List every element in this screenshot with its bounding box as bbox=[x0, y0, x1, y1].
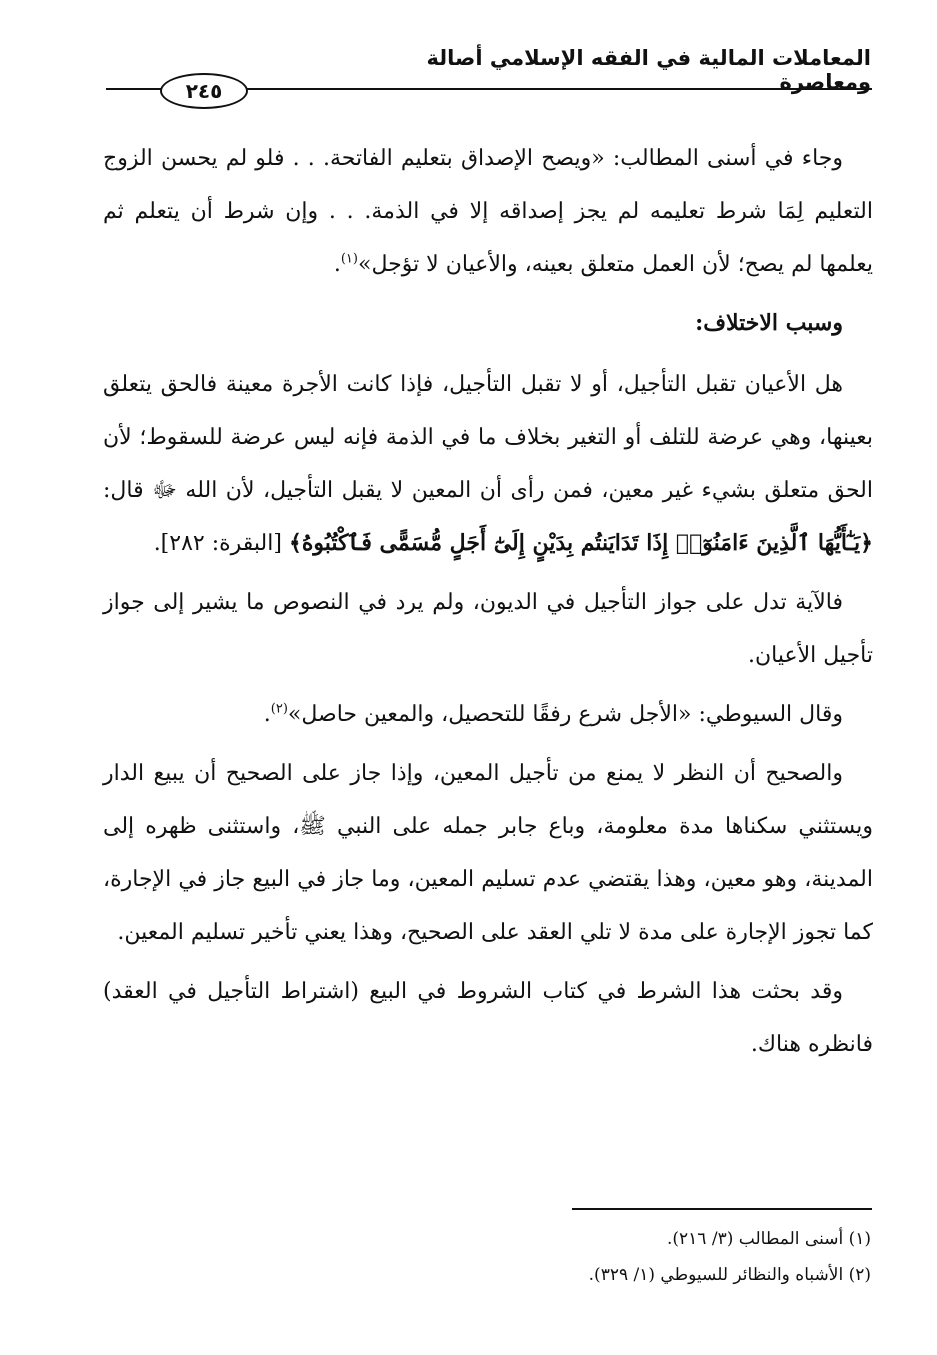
footnote-separator bbox=[572, 1208, 872, 1210]
footnote-ref-1: (١) bbox=[340, 251, 358, 267]
footnote-1: (١) أسنى المطالب (٣/ ٢١٦). bbox=[667, 1229, 871, 1249]
footnote-2: (٢) الأشباه والنظائر للسيوطي (١/ ٣٢٩). bbox=[588, 1265, 871, 1285]
paragraph-asna-quote bbox=[103, 132, 873, 291]
paragraph-cross-reference: وقد بحثت هذا الشرط في كتاب الشروط في البيع (اشتراط التأجيل في العقد) فانظره هناك. bbox=[103, 979, 873, 1057]
paragraph-reason bbox=[103, 358, 873, 570]
footnotes bbox=[171, 1221, 871, 1293]
quran-verse: ﴿يَـٰٓأَيُّهَا ٱلَّذِينَ ءَامَنُوٓا۟ إِذَا تَدَايَنتُم بِدَيْنٍ إِلَىٰٓ أَجَلٍ مُّسَمًّى فَٱكْتُبُوهُ﴾ bbox=[288, 530, 873, 556]
section-heading: وسبب الاختلاف: bbox=[695, 310, 843, 336]
footnote-ref-2: (٢) bbox=[270, 701, 288, 717]
paragraph-text: وقال السيوطي: «الأجل شرع رفقًا للتحصيل، والمعين حاصل» bbox=[287, 702, 843, 727]
page-number-oval: ٢٤٥ bbox=[160, 73, 248, 109]
paragraph-text: هل الأعيان تقبل التأجيل، أو لا تقبل التأجيل، فإذا كانت الأجرة معينة فالحق يتعلق بعينها، وهي عرضة للتلف أو التغير بخلاف ما في الذمة فإنه ليس عرضة للسقوط؛ لأن الحق متعلق بشيء غير معين، فمن رأى أن المعين لا يقبل التأجيل، لأن الله ﷻ قال: bbox=[103, 372, 873, 503]
verse-citation: [البقرة: ٢٨٢]. bbox=[153, 531, 289, 556]
paragraph-correct-view: والصحيح أن النظر لا يمنع من تأجيل المعين، وإذا جاز على الصحيح أن يبيع الدار ويستثني سكناها مدة معلومة، وباع جابر جمله على النبي ﷺ، واستثنى ظهره إلى المدينة، وهو معين، وهذا يقتضي عدم تسليم المعين، وما جاز في البيع جاز في الإجارة، كما تجوز الإجارة على مدة لا تلي العقد على الصحيح، وهذا يعني تأخير تسليم المعين. bbox=[103, 761, 873, 945]
paragraph-verse-meaning: فالآية تدل على جواز التأجيل في الديون، ولم يرد في النصوص ما يشير إلى جواز تأجيل الأعيان. bbox=[103, 590, 873, 668]
paragraph-suyuti-quote bbox=[103, 688, 873, 741]
paragraph-end: . bbox=[263, 702, 271, 727]
main-text bbox=[103, 132, 873, 1077]
paragraph-text: وجاء في أسنى المطالب: «ويصح الإصداق بتعليم الفاتحة. . . فلو لم يحسن الزوج التعليم لِمَا شرط تعليمه لم يجز إصداقه إلا في الذمة. . . وإن شرط أن يتعلم ثم يعلمها لم يصح؛ لأن العمل متعلق بعينه، والأعيان لا تؤجل» bbox=[103, 146, 873, 277]
paragraph-end: . bbox=[333, 252, 341, 277]
running-header-title: المعاملات المالية في الفقه الإسلامي أصالة ومعاصرة bbox=[426, 46, 871, 94]
